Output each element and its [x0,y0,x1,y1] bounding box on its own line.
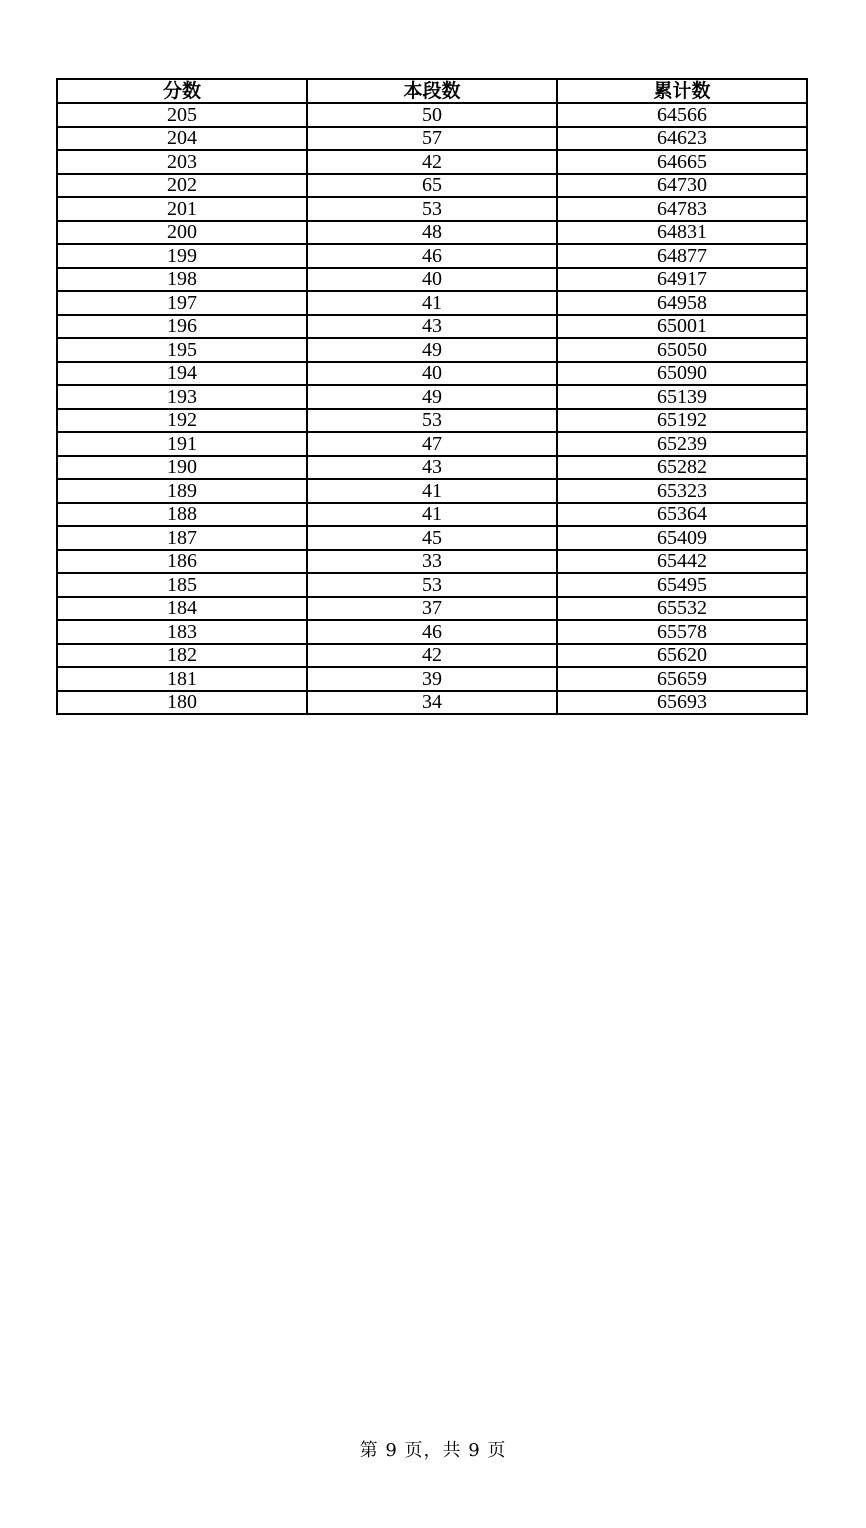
table-row [57,456,807,480]
cell-segment-count: 53 [307,409,557,433]
cell-segment-count: 48 [307,221,557,245]
table-row [57,479,807,503]
cell-segment-count: 41 [307,503,557,527]
table-row [57,620,807,644]
cell-cumulative-count: 65578 [557,620,807,644]
cell-score: 182 [57,644,307,668]
table-row [57,503,807,527]
table-row [57,385,807,409]
cell-cumulative-count: 64831 [557,221,807,245]
cell-segment-count: 46 [307,244,557,268]
cell-score: 193 [57,385,307,409]
table-body [57,103,807,714]
table-row [57,338,807,362]
cell-score: 194 [57,362,307,386]
cell-cumulative-count: 65050 [557,338,807,362]
table-header-row [57,79,807,103]
cell-score: 195 [57,338,307,362]
cell-score: 205 [57,103,307,127]
table-row [57,103,807,127]
cell-score: 188 [57,503,307,527]
cell-cumulative-count: 64730 [557,174,807,198]
cell-cumulative-count: 65659 [557,667,807,691]
table-row [57,644,807,668]
cell-cumulative-count: 65192 [557,409,807,433]
table-row [57,291,807,315]
cell-score: 180 [57,691,307,715]
header-score: 分数 [57,79,307,103]
cell-segment-count: 42 [307,150,557,174]
cell-cumulative-count: 64665 [557,150,807,174]
table-row [57,244,807,268]
table-row [57,432,807,456]
cell-segment-count: 43 [307,456,557,480]
cell-score: 187 [57,526,307,550]
cell-cumulative-count: 65693 [557,691,807,715]
cell-segment-count: 43 [307,315,557,339]
cell-cumulative-count: 65620 [557,644,807,668]
cell-score: 192 [57,409,307,433]
cell-score: 201 [57,197,307,221]
cell-score: 204 [57,127,307,151]
cell-segment-count: 47 [307,432,557,456]
cell-score: 184 [57,597,307,621]
table-row [57,268,807,292]
cell-segment-count: 40 [307,268,557,292]
cell-cumulative-count: 65532 [557,597,807,621]
cell-cumulative-count: 64958 [557,291,807,315]
cell-score: 181 [57,667,307,691]
table-row [57,174,807,198]
table-row [57,409,807,433]
cell-segment-count: 65 [307,174,557,198]
cell-score: 189 [57,479,307,503]
cell-cumulative-count: 64783 [557,197,807,221]
cell-score: 190 [57,456,307,480]
cell-cumulative-count: 65139 [557,385,807,409]
cell-segment-count: 57 [307,127,557,151]
cell-segment-count: 49 [307,338,557,362]
cell-score: 186 [57,550,307,574]
cell-segment-count: 41 [307,479,557,503]
cell-segment-count: 37 [307,597,557,621]
cell-cumulative-count: 65442 [557,550,807,574]
table-row [57,597,807,621]
cell-score: 191 [57,432,307,456]
cell-segment-count: 33 [307,550,557,574]
table-row [57,550,807,574]
header-segment-count: 本段数 [307,79,557,103]
cell-segment-count: 40 [307,362,557,386]
header-cumulative-count: 累计数 [557,79,807,103]
cell-score: 203 [57,150,307,174]
table-row [57,362,807,386]
cell-segment-count: 39 [307,667,557,691]
cell-segment-count: 50 [307,103,557,127]
table-row [57,127,807,151]
cell-cumulative-count: 64623 [557,127,807,151]
cell-cumulative-count: 65409 [557,526,807,550]
cell-segment-count: 46 [307,620,557,644]
table-row [57,197,807,221]
cell-cumulative-count: 64877 [557,244,807,268]
cell-segment-count: 53 [307,197,557,221]
score-distribution-table [56,78,808,715]
table-row [57,150,807,174]
cell-segment-count: 42 [307,644,557,668]
cell-cumulative-count: 64917 [557,268,807,292]
cell-score: 183 [57,620,307,644]
table-row [57,573,807,597]
cell-score: 196 [57,315,307,339]
cell-cumulative-count: 65364 [557,503,807,527]
cell-segment-count: 53 [307,573,557,597]
cell-cumulative-count: 65090 [557,362,807,386]
cell-score: 198 [57,268,307,292]
cell-cumulative-count: 65001 [557,315,807,339]
cell-segment-count: 34 [307,691,557,715]
table-row [57,691,807,715]
cell-cumulative-count: 65239 [557,432,807,456]
cell-score: 199 [57,244,307,268]
table-row [57,221,807,245]
cell-score: 185 [57,573,307,597]
cell-cumulative-count: 65495 [557,573,807,597]
table-row [57,667,807,691]
page-number: 第 9 页，共 9 页 [359,1440,507,1461]
cell-cumulative-count: 64566 [557,103,807,127]
cell-score: 200 [57,221,307,245]
cell-segment-count: 45 [307,526,557,550]
cell-score: 202 [57,174,307,198]
cell-segment-count: 41 [307,291,557,315]
table-row [57,315,807,339]
cell-cumulative-count: 65282 [557,456,807,480]
table-row [57,526,807,550]
cell-segment-count: 49 [307,385,557,409]
cell-cumulative-count: 65323 [557,479,807,503]
cell-score: 197 [57,291,307,315]
